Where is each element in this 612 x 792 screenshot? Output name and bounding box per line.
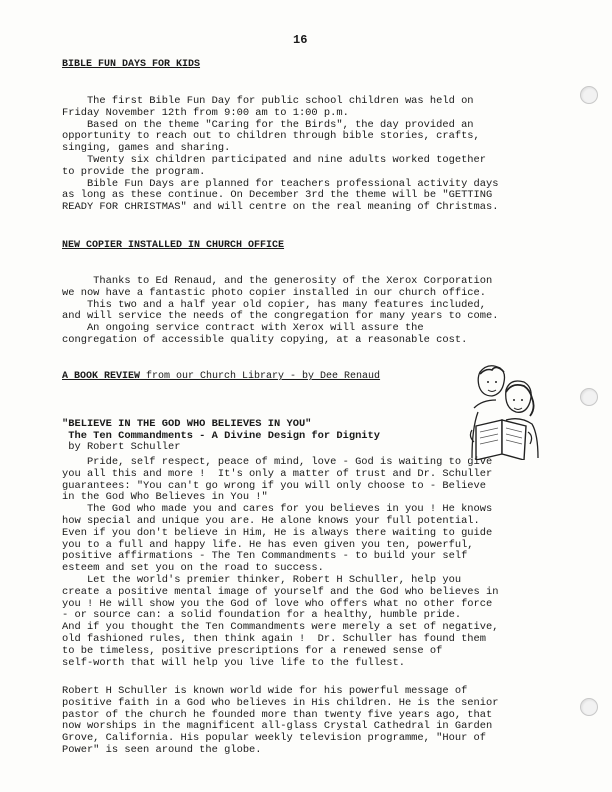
- book-review-body: Pride, self respect, peace of mind, love - God is waiting to give you all this and more ! It's only a matter of trust and Dr. Schuller guarantees: "You can't go wrong if you will only choose to - Believe in the God Who Believes in You !" The God who made you and cares for you believes in you ! He knows how special and unique you are. He alone knows your full potential. Even if you don't believe in Him, He is always there waiting to guide you to a full and happy life. He has even given you ten, powerful, positive affirmations - The Ten Commandments - to build your self esteem and set you on the road to success. Let the world's premier thinker, Robert H Schuller, help you create a positive mental image of yourself and the God who believes in you ! He will show you the God of love who offers what no other force - or source can: a solid foundation for a healthy, humble pride. And if you thought the Ten Commandments were merely a set of negative, old fashioned rules, then think again ! Dr. Schuller has found them to be timeless, positive prescriptions for a renewed sense of self-worth that will help you live life to the fullest.: [62, 456, 499, 669]
- section-heading-new-copier: NEW COPIER INSTALLED IN CHURCH OFFICE: [62, 240, 285, 251]
- book-subtitle: The Ten Commandments - A Divine Design for Dignity: [62, 429, 381, 442]
- punch-hole-bottom: [580, 698, 598, 716]
- section-heading-bible-fun-days: BIBLE FUN DAYS FOR KIDS: [62, 59, 201, 70]
- page-number: 16: [293, 33, 308, 47]
- book-review-byline: from our Church Library - by Dee Renaud: [140, 371, 381, 382]
- author-bio: Robert H Schuller is known world wide for his powerful message of positive faith in a God who believes in His children. He is the senior pastor of the church he founded more than twenty five years ago, that now worships in the magnificent all-glass Crystal Cathedral in Garden Grove, California. His popular weekly television programme, "Hour of Power" is seen around the globe.: [62, 685, 499, 756]
- book-review-label: A BOOK REVIEW: [62, 371, 141, 382]
- book-review-title-block: [62, 407, 380, 454]
- new-copier-body: Thanks to Ed Renaud, and the generosity of the Xerox Corporation we now have a fantastic photo copier installed in our church office. This two and a half year old copier, has many features included, and will service the needs of the congregation for many years to come. An ongoing service contract with Xerox will assure the congregation of accessible quality copying, at a reasonable cost.: [62, 275, 499, 346]
- punch-hole-middle: [580, 388, 598, 406]
- bible-fun-days-body: The first Bible Fun Day for public school children was held on Friday November 12th from 9:00 am to 1:00 p.m. Based on the theme "Caring for the Birds", the day provided an opportunity to reach out to children through bible stories, crafts, singing, games and sharing. Twenty six children participated and nine adults worked together to provide the program. Bible Fun Days are planned for teachers professional activity days as long as these continue. On December 3rd the theme will be "GETTING READY FOR CHRISTMAS" and will centre on the real meaning of Christmas.: [62, 95, 499, 214]
- book-title: "BELIEVE IN THE GOD WHO BELIEVES IN YOU": [62, 417, 312, 430]
- reading-couple-illustration: [462, 360, 542, 460]
- punch-hole-top: [580, 86, 598, 104]
- section-heading-book-review: [62, 371, 380, 382]
- book-author: by Robert Schuller: [62, 441, 181, 454]
